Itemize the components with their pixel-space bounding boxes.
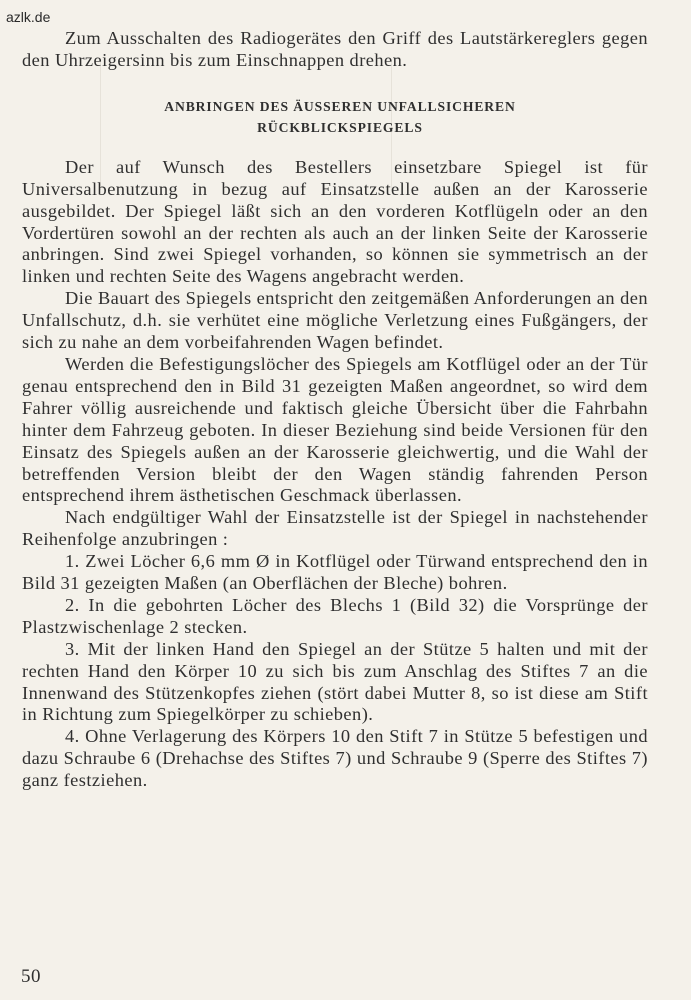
section-heading-line-2: RÜCKBLICKSPIEGELS [257, 119, 423, 135]
paragraph-sequence-intro: Nach endgültiger Wahl der Einsatzstelle ist der Spiegel in nachstehender Reihenfolge anzubringen : [22, 507, 648, 550]
body-text [22, 28, 648, 792]
section-heading [22, 96, 648, 138]
watermark: azlk.de [6, 9, 51, 25]
paragraph-mounting-holes: Werden die Befestigungslöcher des Spiegels am Kotflügel oder an der Tür genau entsprechend den in Bild 31 gezeigten Maßen angeordnet, so wird dem Fahrer völlig ausreichende und faktisch gleiche Übersicht über die Fahrbahn hinter dem Fahrzeug geboten. In dieser Beziehung sind beide Versionen für den Einsatz des Spiegels außen an der Karosserie gleichwertig, und die Wahl der betreffenden Version bleibt der den Wagen ständig fahrenden Person entsprechend ihrem ästhetischen Geschmack überlassen. [22, 353, 648, 506]
paragraph-radio-off: Zum Ausschalten des Radiogerätes den Griff des Lautstärkereglers gegen den Uhrzeigersinn bis zum Einschnappen drehen. [22, 28, 648, 70]
step-2: 2. In die gebohrten Löcher des Blechs 1 (Bild 32) die Vorsprünge der Plastzwischenlage 2 stecken. [22, 594, 648, 637]
step-3: 3. Mit der linken Hand den Spiegel an der Stütze 5 halten und mit der rechten Hand den Körper 10 zu sich bis zum Anschlag des Stiftes 7 an die Innenwand des Stützenkopfes ziehen (stört dabei Mutter 8, so ist diese am Stift in Richtung zum Spiegelkörper zu schieben). [22, 638, 648, 725]
section-heading-line-1: ANBRINGEN DES ÄUSSEREN UNFALLSICHEREN [164, 98, 516, 114]
page-number: 50 [21, 966, 41, 987]
step-4: 4. Ohne Verlagerung des Körpers 10 den Stift 7 in Stütze 5 befestigen und dazu Schraube 6 (Drehachse des Stiftes 7) und Schraube 9 (Sperre des Stiftes 7) ganz festziehen. [22, 726, 648, 791]
paragraph-mirror-intro: Der auf Wunsch des Bestellers einsetzbare Spiegel ist für Universalbenutzung in bezug auf Einsatzstelle außen an der Karosserie ausgebildet. Der Spiegel läßt sich an den vorderen Kotflügeln oder an den Vordertüren sowohl an der rechten als auch an der linken Seite der Karosserie anbringen. Sind zwei Spiegel vorhanden, so können sie symmetrisch an der linken und rechten Seite des Wagens angebracht werden. [22, 156, 648, 287]
paragraph-mirror-safety: Die Bauart des Spiegels entspricht den zeitgemäßen Anforderungen an den Unfallschutz, d.h. sie verhütet eine mögliche Verletzung eines Fußgängers, der sich zu nahe an dem vorbeifahrenden Wagen befindet. [22, 288, 648, 353]
step-1: 1. Zwei Löcher 6,6 mm Ø in Kotflügel oder Türwand entsprechend den in Bild 31 gezeigten Maßen (an Oberflächen der Bleche) bohren. [22, 551, 648, 594]
